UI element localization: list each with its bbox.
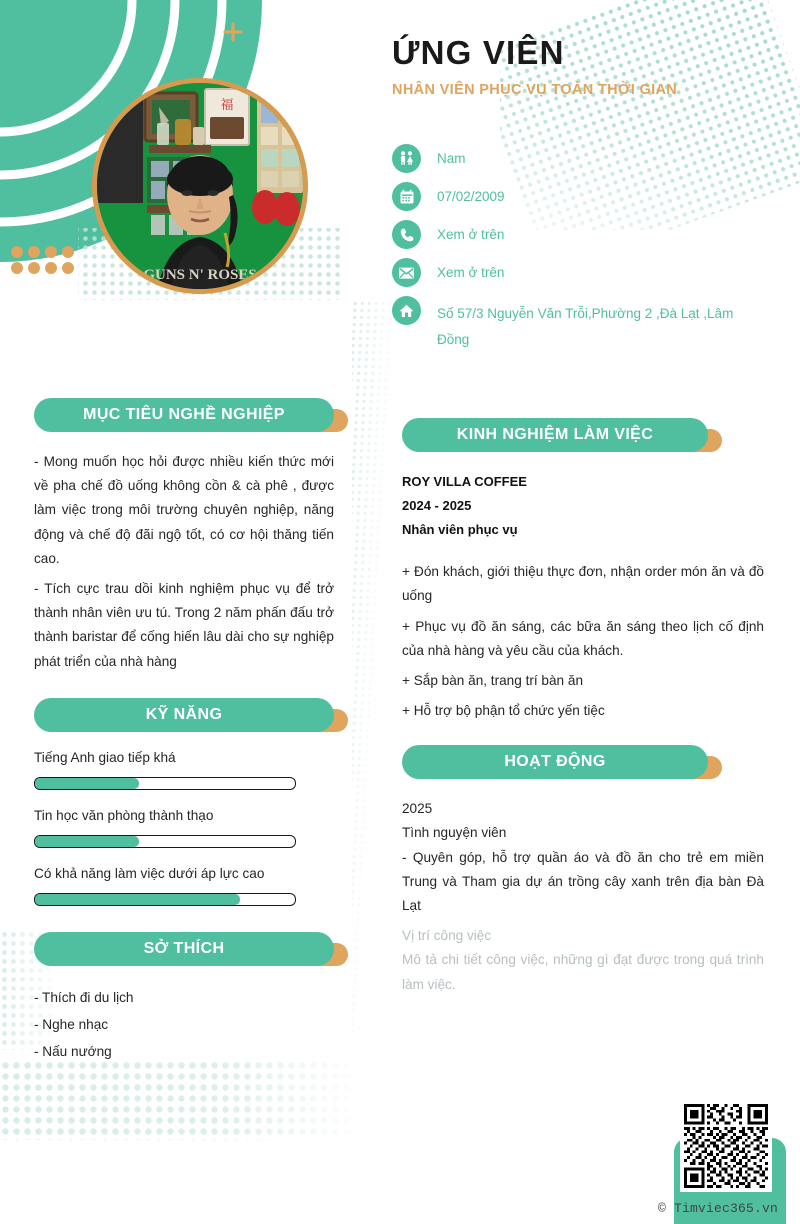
activity-year: 2025 xyxy=(402,801,433,817)
footer xyxy=(0,1114,800,1224)
section-title-experience: KINH NGHIỆM LÀM VIỆC xyxy=(402,418,708,452)
skill-item xyxy=(34,750,334,790)
right-column xyxy=(402,418,764,1003)
hobby-item: - Thích đi du lịch xyxy=(34,989,134,1005)
section-title-skills: KỸ NĂNG xyxy=(34,698,334,732)
job-title: NHÂN VIÊN PHỤC VỤ TOÀN THỜI GIAN xyxy=(392,81,678,98)
contact-row-gender xyxy=(392,144,782,173)
skill-progress-fill xyxy=(35,836,139,847)
phone-icon xyxy=(392,220,421,249)
hobby-item: - Nấu nướng xyxy=(34,1044,112,1060)
skill-label: Tin học văn phòng thành thạo xyxy=(34,807,214,823)
copyright-text: © Timviec365.vn xyxy=(657,1201,778,1216)
halftone-divider-center xyxy=(352,300,398,1060)
calendar-icon xyxy=(392,182,421,211)
skill-item xyxy=(34,866,334,906)
contact-value-gender: Nam xyxy=(437,151,466,166)
contact-value-address: Số 57/3 Nguyễn Văn Trỗi,Phường 2 ,Đà Lạt ,Lâm Đồng xyxy=(437,306,734,348)
section-header-hobbies xyxy=(34,932,334,966)
activity-placeholder-description: Mô tả chi tiết công việc, những gì đạt được trong quá trình làm việc. xyxy=(402,952,764,992)
section-title-objective: MỤC TIÊU NGHỀ NGHIỆP xyxy=(34,398,334,432)
experience-duty: + Sắp bàn ăn, trang trí bàn ăn xyxy=(402,672,584,688)
experience-duty: + Hỗ trợ bộ phận tổ chức yến tiệc xyxy=(402,703,605,719)
activity-role: Tình nguyện viên xyxy=(402,825,507,841)
contact-row-email xyxy=(392,258,782,287)
activity-placeholder-role: Vị trí công việc xyxy=(402,928,492,944)
skill-progress-bar xyxy=(34,777,296,790)
section-title-activities: HOẠT ĐỘNG xyxy=(402,745,708,779)
section-header-activities xyxy=(402,745,708,779)
contact-row-phone xyxy=(392,220,782,249)
contact-row-birthdate xyxy=(392,182,782,211)
skill-progress-bar xyxy=(34,835,296,848)
experience-role: Nhân viên phục vụ xyxy=(402,522,518,538)
skill-progress-fill xyxy=(35,778,139,789)
experience-company: ROY VILLA COFFEE xyxy=(402,474,527,489)
section-header-skills xyxy=(34,698,334,732)
left-column xyxy=(34,398,334,1065)
candidate-name: ỨNG VIÊN xyxy=(392,34,565,71)
header-text-block xyxy=(392,36,677,98)
svg-text:GUNS N' ROSES: GUNS N' ROSES xyxy=(143,267,257,283)
contact-value-birthdate: 07/02/2009 xyxy=(437,189,505,204)
activity-description: - Quyên góp, hỗ trợ quần áo và đồ ăn cho trẻ em miền Trung và Tham gia dự án trồng cây xanh trên địa bàn Đà Lạt xyxy=(402,849,764,914)
contact-value-email: Xem ở trên xyxy=(437,265,505,280)
home-icon xyxy=(392,296,421,325)
section-header-objective xyxy=(34,398,334,432)
contact-row-address xyxy=(392,296,782,354)
objective-paragraph-2: - Tích cực trau dồi kinh nghiệm phục vụ để trở thành nhân viên ưu tú. Trong 2 năm phấn đấu trở thành baristar để cống hiến lâu dài cho sự nghiệp phát triển của nhà hàng xyxy=(34,580,334,669)
skill-item xyxy=(34,808,334,848)
skill-progress-bar xyxy=(34,893,296,906)
objective-paragraph-1: - Mong muốn học hỏi được nhiều kiến thức mới về pha chế đồ uống không cồn & cà phê , được làm việc trong môi trường chuyên nghiệp, năng động và chế độ đãi ngộ tốt, có cơ hội thăng tiến cao. xyxy=(34,454,334,566)
skill-label: Có khả năng làm việc dưới áp lực cao xyxy=(34,865,265,881)
skill-label: Tiếng Anh giao tiếp khá xyxy=(34,749,176,765)
experience-date-range: 2024 - 2025 xyxy=(402,498,472,514)
experience-duty: + Đón khách, giới thiệu thực đơn, nhận order món ăn và đồ uống xyxy=(402,564,764,604)
email-icon xyxy=(392,258,421,287)
qr-code[interactable] xyxy=(680,1100,772,1192)
contact-value-phone: Xem ở trên xyxy=(437,227,505,242)
skill-progress-fill xyxy=(35,894,240,905)
section-header-experience xyxy=(402,418,708,452)
svg-text:福: 福 xyxy=(220,98,234,113)
profile-photo xyxy=(92,78,308,294)
experience-duty: + Phục vụ đồ ăn sáng, các bữa ăn sáng theo lịch cố định của nhà hàng và yêu cầu của khách. xyxy=(402,618,764,658)
contact-list xyxy=(392,144,782,363)
gender-icon xyxy=(392,144,421,173)
hobby-item: - Nghe nhạc xyxy=(34,1016,109,1032)
section-title-hobbies: SỞ THÍCH xyxy=(34,932,334,966)
